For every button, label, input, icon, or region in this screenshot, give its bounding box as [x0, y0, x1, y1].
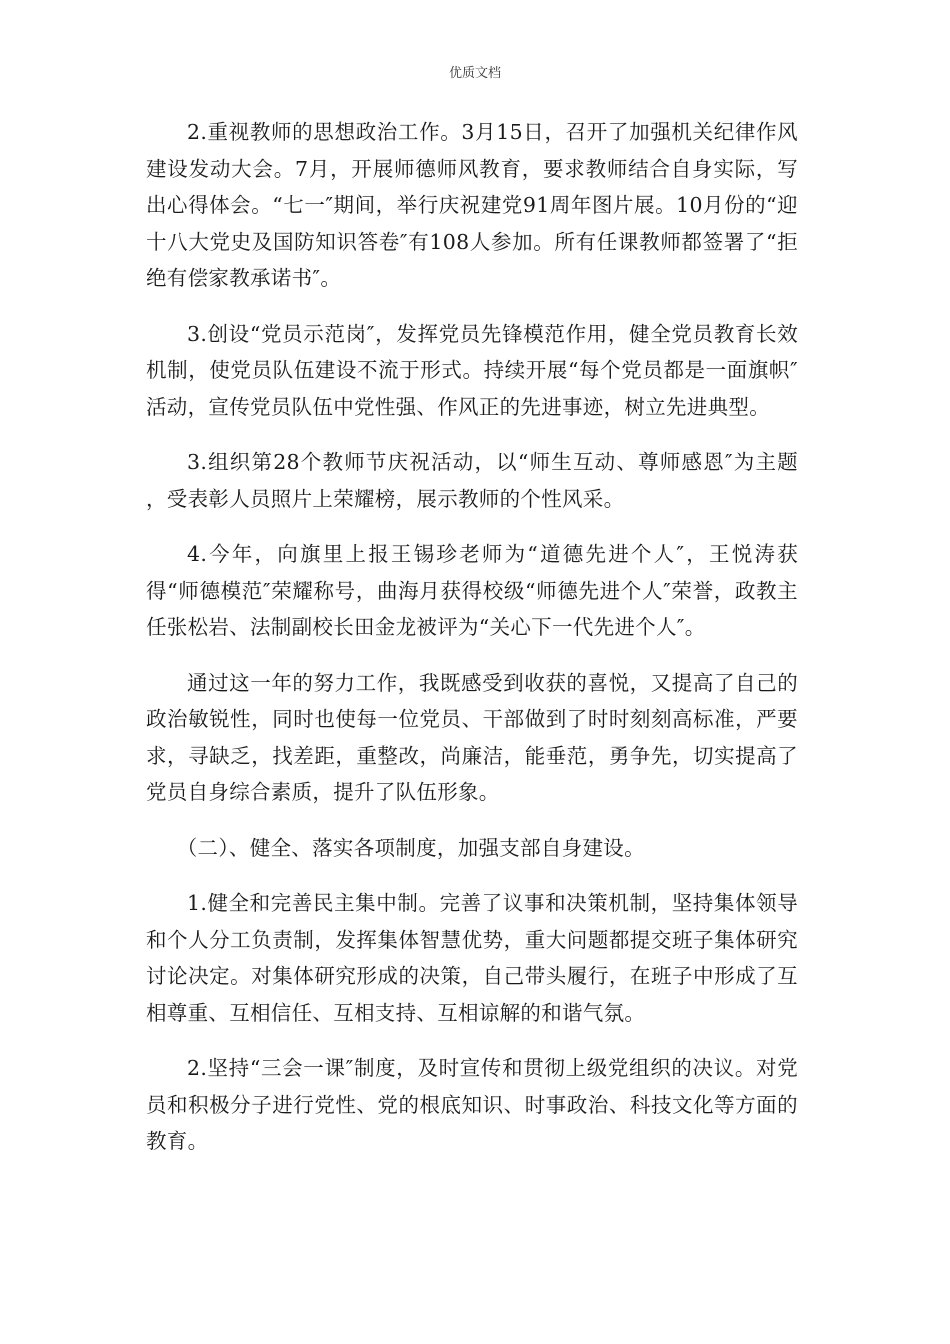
- paragraph-4: 4.今年，向旗里上报王锡珍老师为“道德先进个人″，王悦涛获得“师德模范″荣耀称号，曲海月获得校级“师德先进个人″荣誉，政教主任张松岩、法制副校长田金龙被评为“关心下一代先进个人″。: [146, 542, 798, 639]
- paragraph-5: 通过这一年的努力工作，我既感受到收获的喜悦，又提高了自己的政治敏锐性，同时也使每一位党员、干部做到了时时刻刻高标准，严要求，寻缺乏，找差距，重整改，尚廉洁，能垂范，勇争先，切实提高了党员自身综合素质，提升了队伍形象。: [146, 670, 798, 804]
- paragraph-3: 3.组织第28个教师节庆祝活动，以“师生互动、尊师感恩″为主题 ，受表彰人员照片上荣耀榜，展示教师的个性风采。: [146, 450, 798, 511]
- document-body: [146, 114, 798, 1179]
- paragraph-2: 3.创设“党员示范岗″，发挥党员先锋模范作用，健全党员教育长效机制，使党员队伍建设不流于形式。持续开展“每个党员都是一面旗帜″活动，宣传党员队伍中党性强、作风正的先进事迹，树立先进典型。: [146, 321, 798, 419]
- paragraph-1: 2.重视教师的思想政治工作。3月15日，召开了加强机关纪律作风建设发动大会。7月，开展师德师风教育，要求教师结合自身实际，写出心得体会。“七一″期间，举行庆祝建党91周年图片展。10月份的“迎十八大党史及国防知识答卷″有108人参加。所有任课教师都签署了“拒绝有偿家教承诺书″。: [146, 120, 798, 290]
- paragraph-7: 2.坚持“三会一课″制度，及时宣传和贯彻上级党组织的决议。对党员和积极分子进行党性、党的根底知识、时事政治、科技文化等方面的教育。: [146, 1056, 798, 1153]
- section-heading: （二）、健全、落实各项制度，加强支部自身建设。: [176, 835, 645, 860]
- paragraph-6: 1.健全和完善民主集中制。完善了议事和决策机制，坚持集体领导和个人分工负责制，发挥集体智慧优势，重大问题都提交班子集体研究讨论决定。对集体研究形成的决策，自己带头履行，在班子中形成了互相尊重、互相信任、互相支持、互相谅解的和谐气氛。: [146, 891, 798, 1025]
- page-header: 优质文档: [448, 66, 501, 81]
